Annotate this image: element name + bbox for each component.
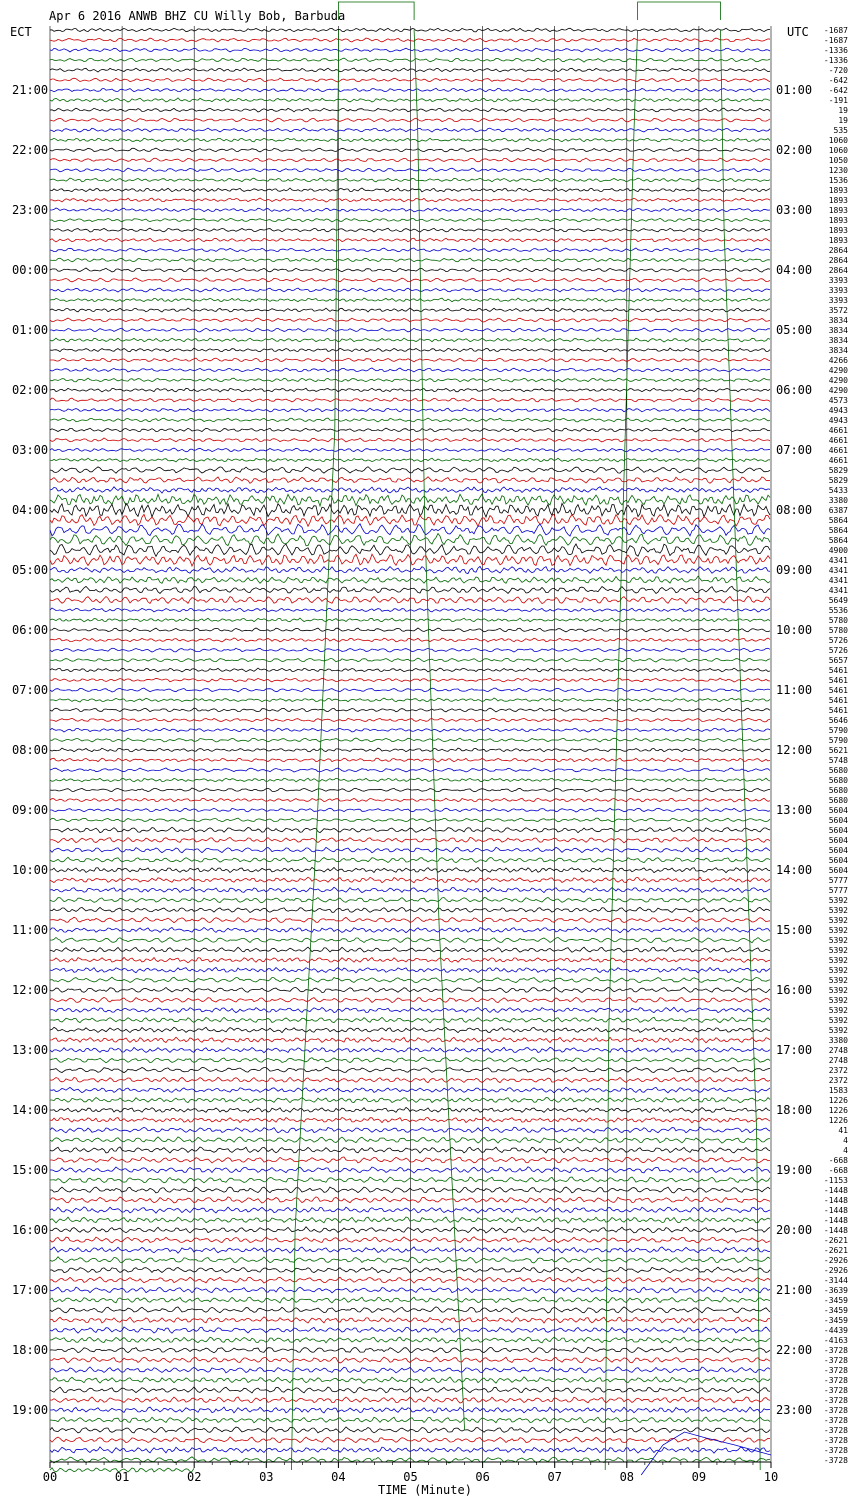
left-hour-label: 03:00: [12, 443, 49, 457]
right-hour-label: 12:00: [776, 743, 813, 757]
left-hour-label: 13:00: [12, 1043, 49, 1057]
right-hour-label: 22:00: [776, 1343, 813, 1357]
left-hour-label: 12:00: [12, 983, 49, 997]
x-tick-label: 01: [114, 1470, 130, 1484]
right-hour-label: 19:00: [776, 1163, 813, 1177]
trace-count-label: 1060: [828, 146, 848, 155]
trace-count-label: 4266: [828, 356, 848, 365]
trace-count-label: 5680: [828, 776, 848, 785]
x-tick-label: 03: [259, 1470, 274, 1484]
trace-count-label: 5392: [828, 976, 848, 985]
trace-count-label: 1060: [828, 136, 848, 145]
trace-count-label: 5829: [828, 476, 848, 485]
trace-count-label: 1583: [828, 1086, 848, 1095]
trace-count-label: 4341: [828, 556, 848, 565]
trace-count-label: -668: [828, 1156, 848, 1165]
trace-count-label: 19: [838, 106, 848, 115]
left-hour-label: 02:00: [12, 383, 49, 397]
trace-count-label: -642: [828, 86, 848, 95]
right-hour-label: 17:00: [776, 1043, 813, 1057]
trace-count-label: -3728: [823, 1366, 848, 1375]
trace-count-label: -3728: [823, 1416, 848, 1425]
trace-count-label: 1893: [828, 216, 848, 225]
right-hour-label: 14:00: [776, 863, 813, 877]
trace-count-label: -1448: [823, 1206, 848, 1215]
trace-count-label: 5433: [828, 486, 848, 495]
trace-count-label: 5621: [828, 746, 848, 755]
right-hour-label: 02:00: [776, 143, 813, 157]
left-hour-label: 22:00: [12, 143, 49, 157]
trace-count-label: -3728: [823, 1436, 848, 1445]
trace-count-label: 5536: [828, 606, 848, 615]
left-hour-label: 16:00: [12, 1223, 49, 1237]
right-hour-label: 11:00: [776, 683, 813, 697]
trace-count-label: -668: [828, 1166, 848, 1175]
trace-count-label: 5657: [828, 656, 848, 665]
trace-count-label: 4341: [828, 586, 848, 595]
trace-count-label: 1226: [828, 1106, 848, 1115]
x-tick-label: 08: [619, 1470, 635, 1484]
x-tick-label: 05: [403, 1470, 418, 1484]
trace-count-label: 5777: [828, 886, 848, 895]
trace-count-label: 5864: [828, 516, 848, 525]
trace-count-label: 5726: [828, 646, 848, 655]
trace-count-label: -3728: [823, 1356, 848, 1365]
trace-count-label: 5680: [828, 766, 848, 775]
x-tick-label: 07: [547, 1470, 562, 1484]
trace-count-label: -3144: [823, 1276, 848, 1285]
trace-count-label: 535: [833, 126, 848, 135]
trace-count-label: 3572: [828, 306, 848, 315]
trace-count-label: -2926: [823, 1256, 848, 1265]
trace-count-label: 1536: [828, 176, 848, 185]
trace-count-label: 5461: [828, 696, 848, 705]
trace-count-label: 5864: [828, 536, 848, 545]
trace-count-label: 19: [838, 116, 848, 125]
trace-count-label: 5748: [828, 756, 848, 765]
trace-count-label: -191: [828, 96, 848, 105]
trace-count-label: 1893: [828, 226, 848, 235]
trace-count-label: 5780: [828, 626, 848, 635]
trace-count-label: 5392: [828, 916, 848, 925]
trace-count-label: 4: [843, 1136, 848, 1145]
left-hour-label: 14:00: [12, 1103, 49, 1117]
right-hour-label: 13:00: [776, 803, 813, 817]
trace-count-label: 5680: [828, 796, 848, 805]
trace-count-label: 4943: [828, 406, 848, 415]
trace-count-label: -3728: [823, 1456, 848, 1465]
chart-title: Apr 6 2016 ANWB BHZ CU Willy Bob, Barbuda: [49, 9, 346, 23]
trace-count-label: 4290: [828, 376, 848, 385]
trace-count-label: 3834: [828, 346, 848, 355]
right-hour-label: 18:00: [776, 1103, 813, 1117]
right-hour-label: 07:00: [776, 443, 813, 457]
x-tick-label: 10: [763, 1470, 779, 1484]
trace-count-label: 5392: [828, 956, 848, 965]
right-hour-label: 03:00: [776, 203, 813, 217]
left-hour-label: 06:00: [12, 623, 49, 637]
trace-count-label: 2748: [828, 1046, 848, 1055]
trace-count-label: -4439: [823, 1326, 848, 1335]
trace-count-label: 2864: [828, 246, 848, 255]
trace-count-label: 4661: [828, 446, 848, 455]
trace-count-label: 5461: [828, 666, 848, 675]
trace-count-label: -3728: [823, 1396, 848, 1405]
trace-count-label: 1226: [828, 1116, 848, 1125]
trace-count-label: -720: [828, 66, 848, 75]
right-hour-label: 16:00: [776, 983, 813, 997]
trace-count-label: 1230: [828, 166, 848, 175]
trace-count-label: 4943: [828, 416, 848, 425]
left-hour-label: 01:00: [12, 323, 49, 337]
trace-count-label: 5604: [828, 846, 848, 855]
trace-count-label: -1336: [823, 46, 848, 55]
x-axis-title: TIME (Minute): [378, 1483, 472, 1497]
trace-count-label: 5392: [828, 946, 848, 955]
trace-count-label: 4290: [828, 366, 848, 375]
trace-count-label: 5864: [828, 526, 848, 535]
trace-count-label: 5790: [828, 736, 848, 745]
trace-count-label: -4163: [823, 1336, 848, 1345]
trace-count-label: -3639: [823, 1286, 848, 1295]
trace-count-label: 1050: [828, 156, 848, 165]
trace-count-label: 5392: [828, 996, 848, 1005]
left-timezone-label: ECT: [10, 25, 32, 39]
trace-count-label: -1448: [823, 1226, 848, 1235]
trace-count-label: 5392: [828, 1016, 848, 1025]
left-hour-label: 21:00: [12, 83, 49, 97]
trace-count-label: 5392: [828, 906, 848, 915]
trace-count-label: 5829: [828, 466, 848, 475]
left-hour-label: 04:00: [12, 503, 49, 517]
trace-count-label: 5392: [828, 986, 848, 995]
trace-count-label: -3459: [823, 1306, 848, 1315]
trace-count-label: 5461: [828, 676, 848, 685]
trace-count-label: 4661: [828, 426, 848, 435]
left-hour-label: 23:00: [12, 203, 49, 217]
trace-count-label: 5461: [828, 686, 848, 695]
trace-count-label: 1893: [828, 186, 848, 195]
trace-count-label: 3393: [828, 296, 848, 305]
left-hour-label: 07:00: [12, 683, 49, 697]
left-hour-label: 00:00: [12, 263, 49, 277]
trace-count-label: 4290: [828, 386, 848, 395]
trace-count-label: 4900: [828, 546, 848, 555]
x-tick-label: 09: [691, 1470, 707, 1484]
trace-count-label: 4661: [828, 456, 848, 465]
trace-count-label: 5726: [828, 636, 848, 645]
right-hour-label: 21:00: [776, 1283, 813, 1297]
trace-count-label: -3728: [823, 1386, 848, 1395]
right-hour-label: 23:00: [776, 1403, 813, 1417]
left-hour-label: 05:00: [12, 563, 49, 577]
left-hour-label: 08:00: [12, 743, 49, 757]
right-hour-label: 08:00: [776, 503, 813, 517]
x-tick-label: 04: [331, 1470, 346, 1484]
trace-count-label: 5777: [828, 876, 848, 885]
trace-count-label: 4: [843, 1146, 848, 1155]
trace-count-label: 5392: [828, 1026, 848, 1035]
trace-count-label: 5680: [828, 786, 848, 795]
trace-count-label: 5392: [828, 936, 848, 945]
trace-count-label: 41: [838, 1126, 848, 1135]
trace-count-label: 5604: [828, 816, 848, 825]
trace-count-label: 6387: [828, 506, 848, 515]
trace-count-label: -1687: [823, 36, 848, 45]
right-hour-label: 05:00: [776, 323, 813, 337]
trace-count-label: 5604: [828, 856, 848, 865]
left-hour-label: 09:00: [12, 803, 49, 817]
trace-count-label: 5646: [828, 716, 848, 725]
right-hour-label: 04:00: [776, 263, 813, 277]
right-hour-label: 01:00: [776, 83, 813, 97]
trace-count-label: -2621: [823, 1246, 848, 1255]
trace-count-label: 2748: [828, 1056, 848, 1065]
trace-count-label: 1893: [828, 206, 848, 215]
trace-count-label: -1336: [823, 56, 848, 65]
trace-count-label: 3834: [828, 326, 848, 335]
trace-count-label: -3728: [823, 1376, 848, 1385]
trace-count-label: 1893: [828, 196, 848, 205]
trace-count-label: 5604: [828, 866, 848, 875]
trace-count-label: 2864: [828, 266, 848, 275]
trace-count-label: 3834: [828, 336, 848, 345]
trace-count-label: 3393: [828, 276, 848, 285]
trace-count-label: 4341: [828, 576, 848, 585]
trace-count-label: 5649: [828, 596, 848, 605]
trace-count-label: 1893: [828, 236, 848, 245]
trace-count-label: 3393: [828, 286, 848, 295]
trace-count-label: 5392: [828, 926, 848, 935]
right-hour-label: 10:00: [776, 623, 813, 637]
trace-count-label: 5461: [828, 706, 848, 715]
trace-count-label: -1448: [823, 1186, 848, 1195]
x-tick-label: 06: [475, 1470, 490, 1484]
left-hour-label: 10:00: [12, 863, 49, 877]
trace-count-label: 5790: [828, 726, 848, 735]
left-hour-label: 17:00: [12, 1283, 49, 1297]
x-tick-label: 00: [42, 1470, 58, 1484]
left-hour-label: 19:00: [12, 1403, 49, 1417]
trace-count-label: 3380: [828, 496, 848, 505]
trace-count-label: -3459: [823, 1296, 848, 1305]
trace-count-label: -1448: [823, 1196, 848, 1205]
trace-count-label: 5780: [828, 616, 848, 625]
trace-count-label: 4573: [828, 396, 848, 405]
trace-count-label: -3728: [823, 1346, 848, 1355]
trace-count-label: 1226: [828, 1096, 848, 1105]
right-hour-label: 20:00: [776, 1223, 813, 1237]
left-hour-label: 18:00: [12, 1343, 49, 1357]
left-hour-label: 15:00: [12, 1163, 49, 1177]
trace-count-label: -1448: [823, 1216, 848, 1225]
right-timezone-label: UTC: [787, 25, 809, 39]
trace-count-label: -2621: [823, 1236, 848, 1245]
trace-count-label: 2864: [828, 256, 848, 265]
trace-count-label: -3728: [823, 1426, 848, 1435]
right-hour-label: 15:00: [776, 923, 813, 937]
trace-count-label: -1687: [823, 26, 848, 35]
x-tick-label: 02: [186, 1470, 202, 1484]
trace-count-label: -3728: [823, 1406, 848, 1415]
trace-count-label: -1153: [823, 1176, 848, 1185]
right-hour-label: 09:00: [776, 563, 813, 577]
trace-count-label: 5604: [828, 836, 848, 845]
trace-count-label: 5604: [828, 826, 848, 835]
trace-count-label: 5392: [828, 1006, 848, 1015]
trace-count-label: 2372: [828, 1066, 848, 1075]
trace-count-label: -3728: [823, 1446, 848, 1455]
trace-count-label: -3459: [823, 1316, 848, 1325]
trace-count-label: 3834: [828, 316, 848, 325]
right-hour-label: 06:00: [776, 383, 813, 397]
trace-count-label: 4341: [828, 566, 848, 575]
trace-count-label: -642: [828, 76, 848, 85]
trace-count-label: 5392: [828, 966, 848, 975]
trace-count-label: 3380: [828, 1036, 848, 1045]
trace-count-label: -2926: [823, 1266, 848, 1275]
trace-count-label: 5392: [828, 896, 848, 905]
trace-count-label: 4661: [828, 436, 848, 445]
left-hour-label: 11:00: [12, 923, 49, 937]
trace-count-label: 5604: [828, 806, 848, 815]
trace-count-label: 2372: [828, 1076, 848, 1085]
